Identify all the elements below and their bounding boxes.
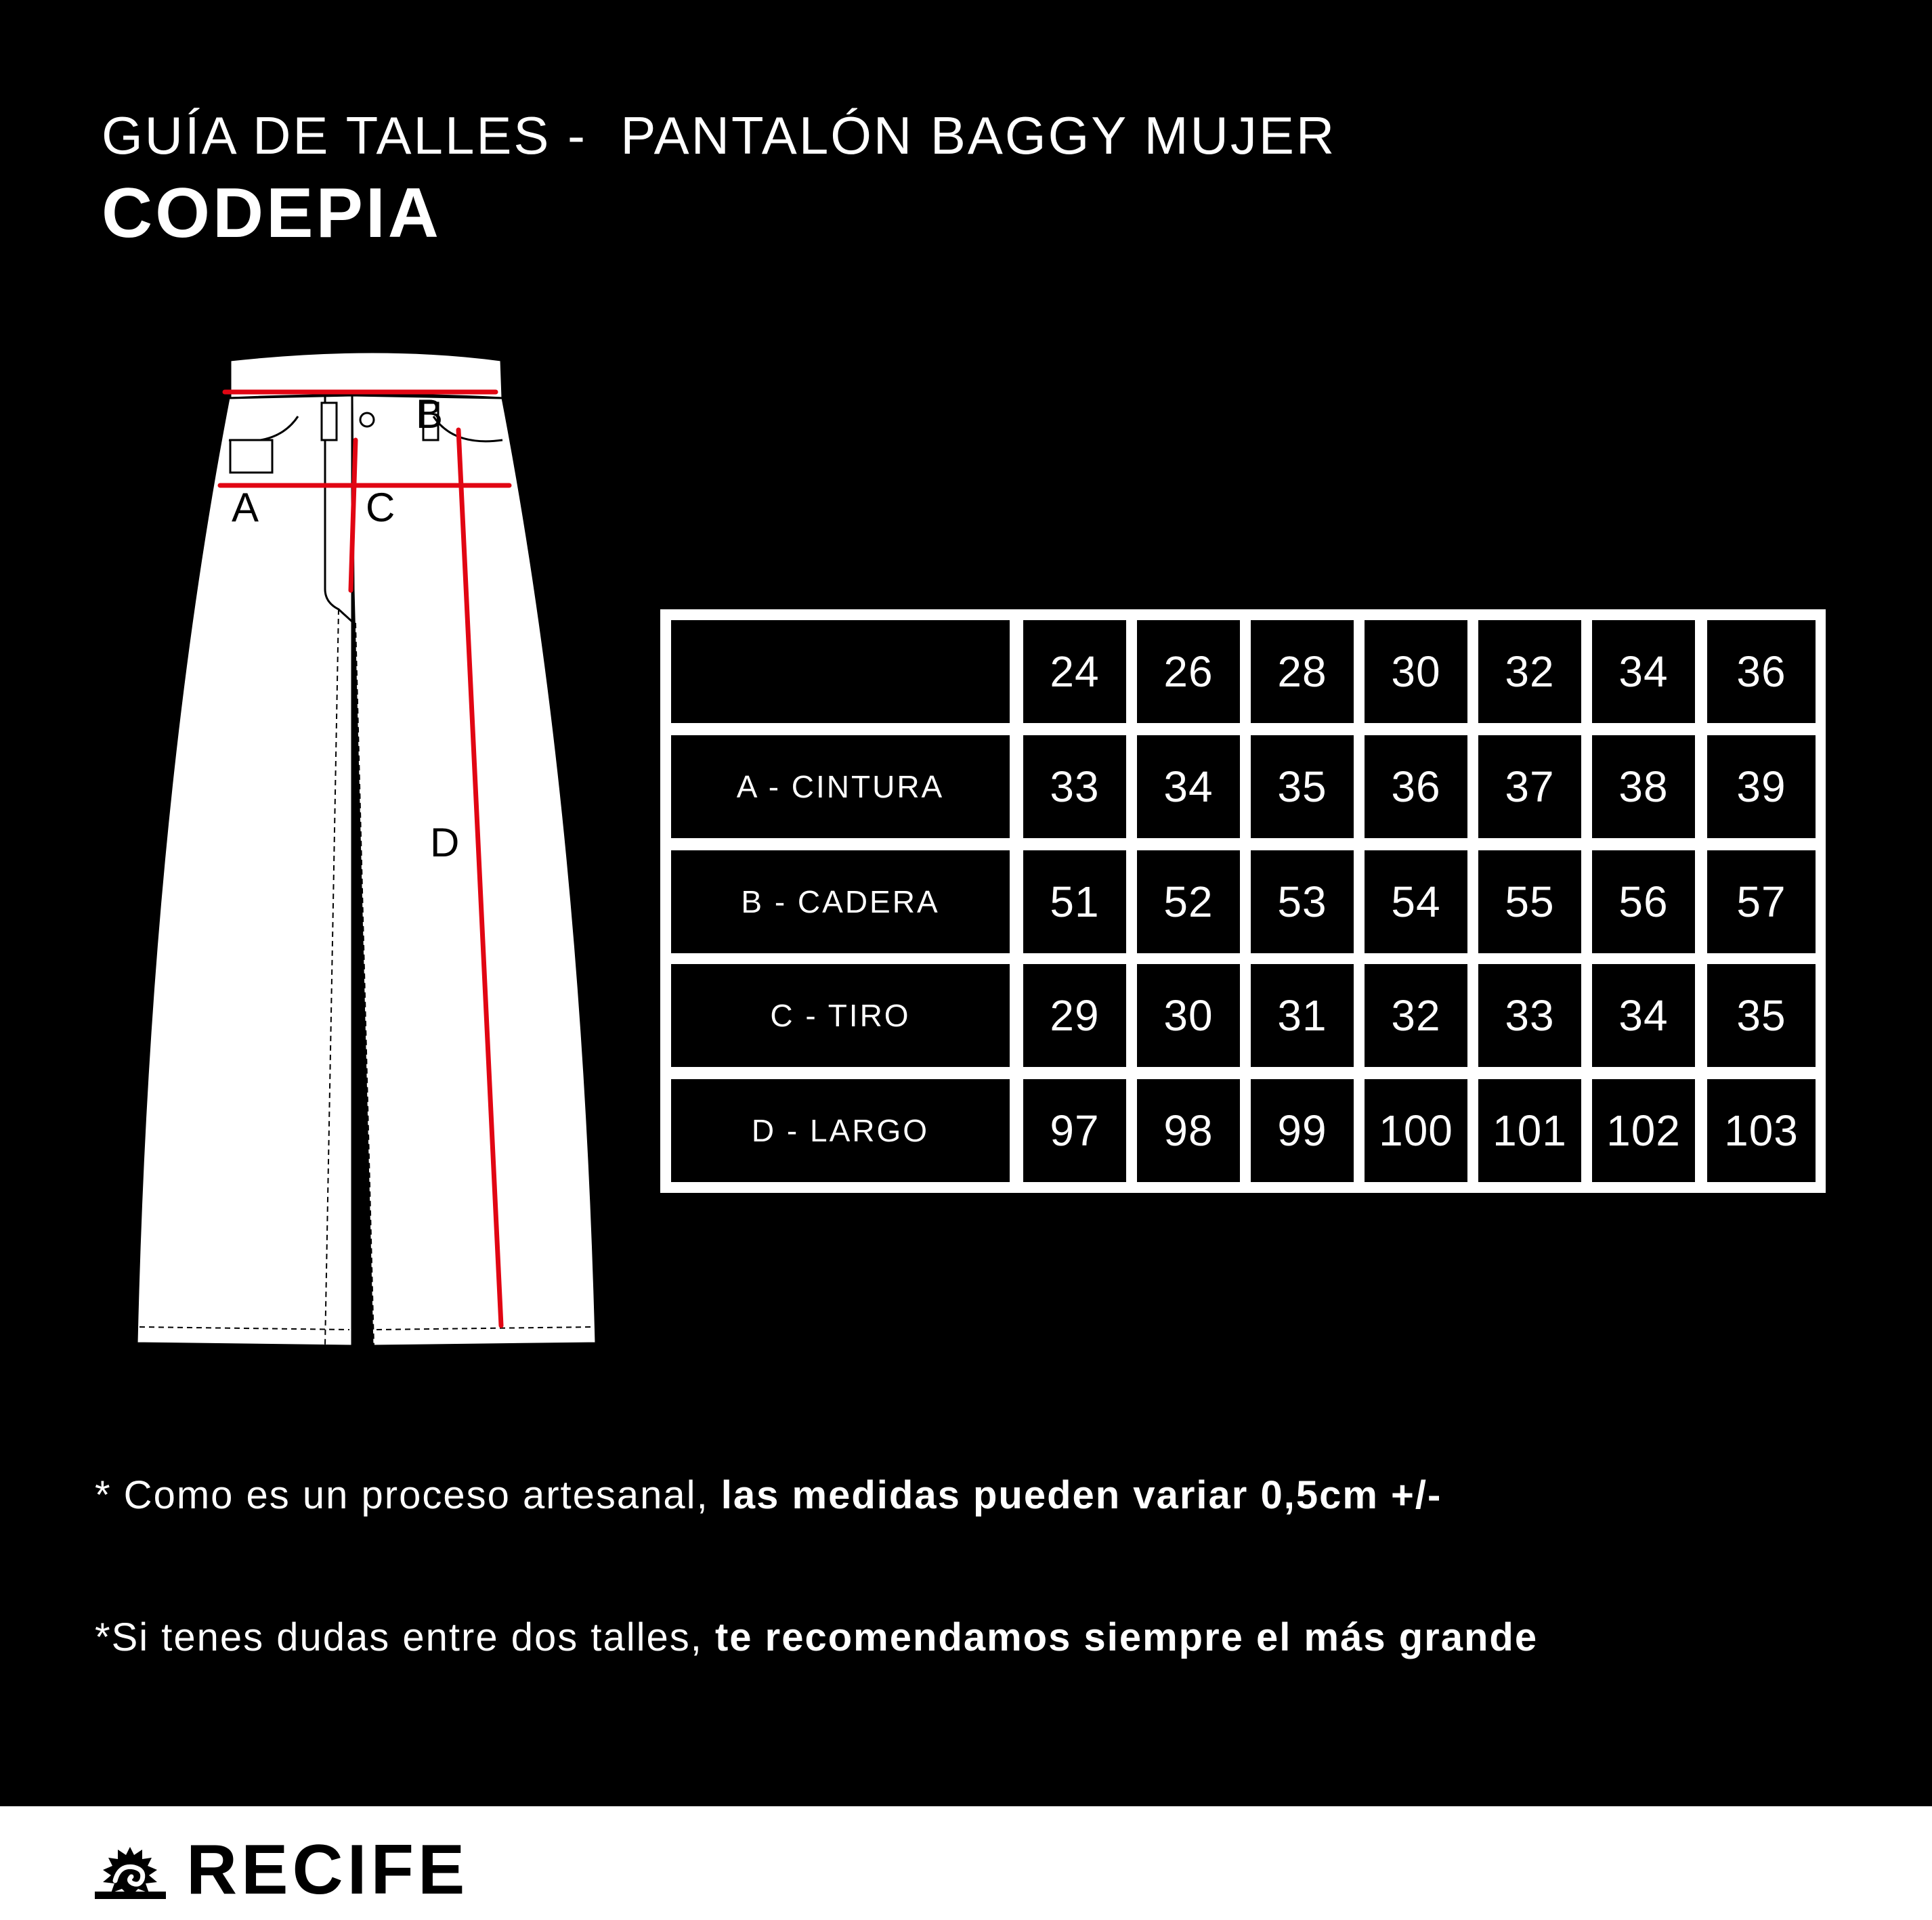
size-header-cell: 32 (1478, 620, 1581, 723)
measurement-value-cell: 100 (1365, 1079, 1467, 1182)
model-name: CODEPIA (102, 174, 442, 253)
measurement-value-cell: 103 (1707, 1079, 1816, 1182)
measurement-value-cell: 31 (1251, 964, 1354, 1067)
measurement-value-cell: 55 (1478, 850, 1581, 953)
measurement-value-cell: 101 (1478, 1079, 1581, 1182)
note-size-recommendation (95, 1615, 1538, 1660)
size-header-cell: 36 (1707, 620, 1816, 723)
label-a: A (232, 485, 259, 530)
measurement-value-cell: 37 (1478, 735, 1581, 838)
measurement-label-cell: B - CADERA (671, 850, 1010, 953)
measurement-value-cell: 56 (1592, 850, 1695, 953)
measurement-value-cell: 29 (1023, 964, 1126, 1067)
measurement-value-cell: 39 (1707, 735, 1816, 838)
measurement-value-cell: 32 (1365, 964, 1467, 1067)
size-header-cell: 34 (1592, 620, 1695, 723)
measurement-value-cell: 54 (1365, 850, 1467, 953)
label-c: C (366, 485, 395, 530)
belt-loop (322, 403, 337, 440)
pants-diagram (122, 339, 609, 1361)
note-measurement-variation (95, 1472, 1442, 1518)
measurement-value-cell: 57 (1707, 850, 1816, 953)
size-header-cell: 26 (1137, 620, 1240, 723)
brand-logo (95, 1831, 469, 1909)
table-corner-cell (671, 620, 1010, 723)
measurement-value-cell: 35 (1251, 735, 1354, 838)
note1-text: * Como es un proceso artesanal, (95, 1473, 721, 1517)
left-leg (137, 395, 352, 1346)
note2-text: *Si tenes dudas entre dos talles, (95, 1615, 715, 1659)
measurement-label-cell: C - TIRO (671, 964, 1010, 1067)
measurement-value-cell: 35 (1707, 964, 1816, 1067)
measurement-value-cell: 53 (1251, 850, 1354, 953)
note1-emphasis: las medidas pueden variar 0,5cm +/- (721, 1473, 1442, 1517)
size-header-cell: 28 (1251, 620, 1354, 723)
measurement-value-cell: 36 (1365, 735, 1467, 838)
measurement-value-cell: 99 (1251, 1079, 1354, 1182)
measurement-value-cell: 97 (1023, 1079, 1126, 1182)
brand-name: RECIFE (186, 1831, 469, 1909)
label-d: D (430, 820, 460, 865)
measurement-value-cell: 38 (1592, 735, 1695, 838)
measurement-value-cell: 34 (1137, 735, 1240, 838)
note2-emphasis: te recomendamos siempre el más grande (714, 1615, 1539, 1659)
measurement-value-cell: 52 (1137, 850, 1240, 953)
measurement-value-cell: 102 (1592, 1079, 1695, 1182)
label-b: B (416, 391, 444, 437)
coin-pocket (230, 440, 272, 473)
measurement-label-cell: A - CINTURA (671, 735, 1010, 838)
right-leg (352, 395, 596, 1346)
size-header-cell: 30 (1365, 620, 1467, 723)
size-table (660, 609, 1826, 1193)
measurement-value-cell: 30 (1137, 964, 1240, 1067)
size-header-cell: 24 (1023, 620, 1126, 723)
measurement-value-cell: 34 (1592, 964, 1695, 1067)
sun-wave-icon (95, 1841, 166, 1899)
measurement-value-cell: 33 (1023, 735, 1126, 838)
measurement-value-cell: 51 (1023, 850, 1126, 953)
measurement-value-cell: 33 (1478, 964, 1581, 1067)
measurement-value-cell: 98 (1137, 1079, 1240, 1182)
button (360, 413, 374, 427)
measurement-label-cell: D - LARGO (671, 1079, 1010, 1182)
page-title: GUÍA DE TALLES - PANTALÓN BAGGY MUJER (102, 106, 1337, 165)
